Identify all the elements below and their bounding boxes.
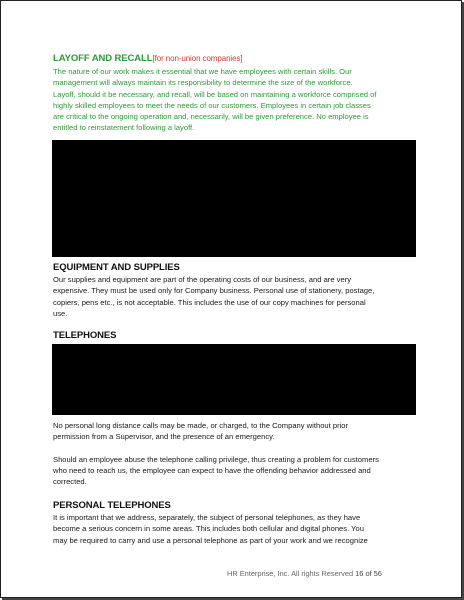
text-line: corrected. <box>53 477 87 487</box>
personal-paragraph <box>53 512 423 546</box>
page-number: 16 of 56 <box>355 569 382 578</box>
personal-section <box>53 500 423 546</box>
text-line: The nature of our work makes it essential that we have employees with certain skills. Our <box>53 67 352 76</box>
telephones-paragraph-2 <box>53 454 423 488</box>
text-line: Should an employee abuse the telephone calling privilege, thus creating a problem for customers <box>53 454 379 464</box>
text-line: It is important that we address, separately, the subject of personal telephones, as they have <box>53 513 361 522</box>
layoff-heading <box>53 53 423 65</box>
layoff-note: [for non-union companies] <box>152 54 243 63</box>
text-line: use. <box>53 308 68 318</box>
footer-copyright: HR Enterprise, Inc. All rights Reserved <box>227 569 354 578</box>
telephones-body <box>53 420 423 487</box>
telephones-section <box>53 330 423 342</box>
telephones-paragraph-1 <box>53 420 423 443</box>
text-line: become a serious concern in some areas. This includes both cellular and digital phones. You <box>53 524 364 534</box>
text-line: may be required to carry and use a personal telephone as part of your work and we recognize <box>53 535 368 545</box>
text-line: management will always maintain its responsibility to determine the size of the workforce. <box>53 78 353 88</box>
layoff-section <box>53 53 423 134</box>
redacted-block <box>52 344 416 415</box>
page-footer <box>227 569 427 578</box>
text-line: are critical to the ongoing operation and, necessarily, will be given preference. No employee is <box>53 112 369 122</box>
telephones-heading: TELEPHONES <box>53 330 117 341</box>
redacted-block <box>52 140 416 257</box>
layoff-title: LAYOFF AND RECALL <box>53 53 153 64</box>
text-line: highly skilled employees to meet the needs of our customers. Employees in certain job classes <box>53 100 371 110</box>
text-line: expensive. They must be used only for Company business. Personal use of stationery, postage, <box>53 286 375 296</box>
equipment-section <box>53 262 423 319</box>
text-line: No personal long distance calls may be made, or charged, to the Company without prior <box>53 421 349 430</box>
equipment-heading: EQUIPMENT AND SUPPLIES <box>53 262 180 273</box>
text-line: Our supplies and equipment are part of the operating costs of our business, and are very <box>53 275 352 284</box>
text-line: Layoff, should it be necessary, and recall, will be based on maintaining a workforce comprised of <box>53 89 377 99</box>
equipment-paragraph <box>53 274 423 319</box>
layoff-paragraph <box>53 66 423 134</box>
text-line: copiers, pens etc., is not acceptable. This includes the use of our copy machines for personal <box>53 297 366 307</box>
text-line: entitled to reinstatement following a layoff. <box>53 123 195 133</box>
text-line: who need to reach us, the employee can expect to have the offending behavior addressed and <box>53 465 371 475</box>
text-line: permission from a Supervisor, and the presence of an emergency. <box>53 432 275 442</box>
personal-heading: PERSONAL TELEPHONES <box>53 500 171 511</box>
